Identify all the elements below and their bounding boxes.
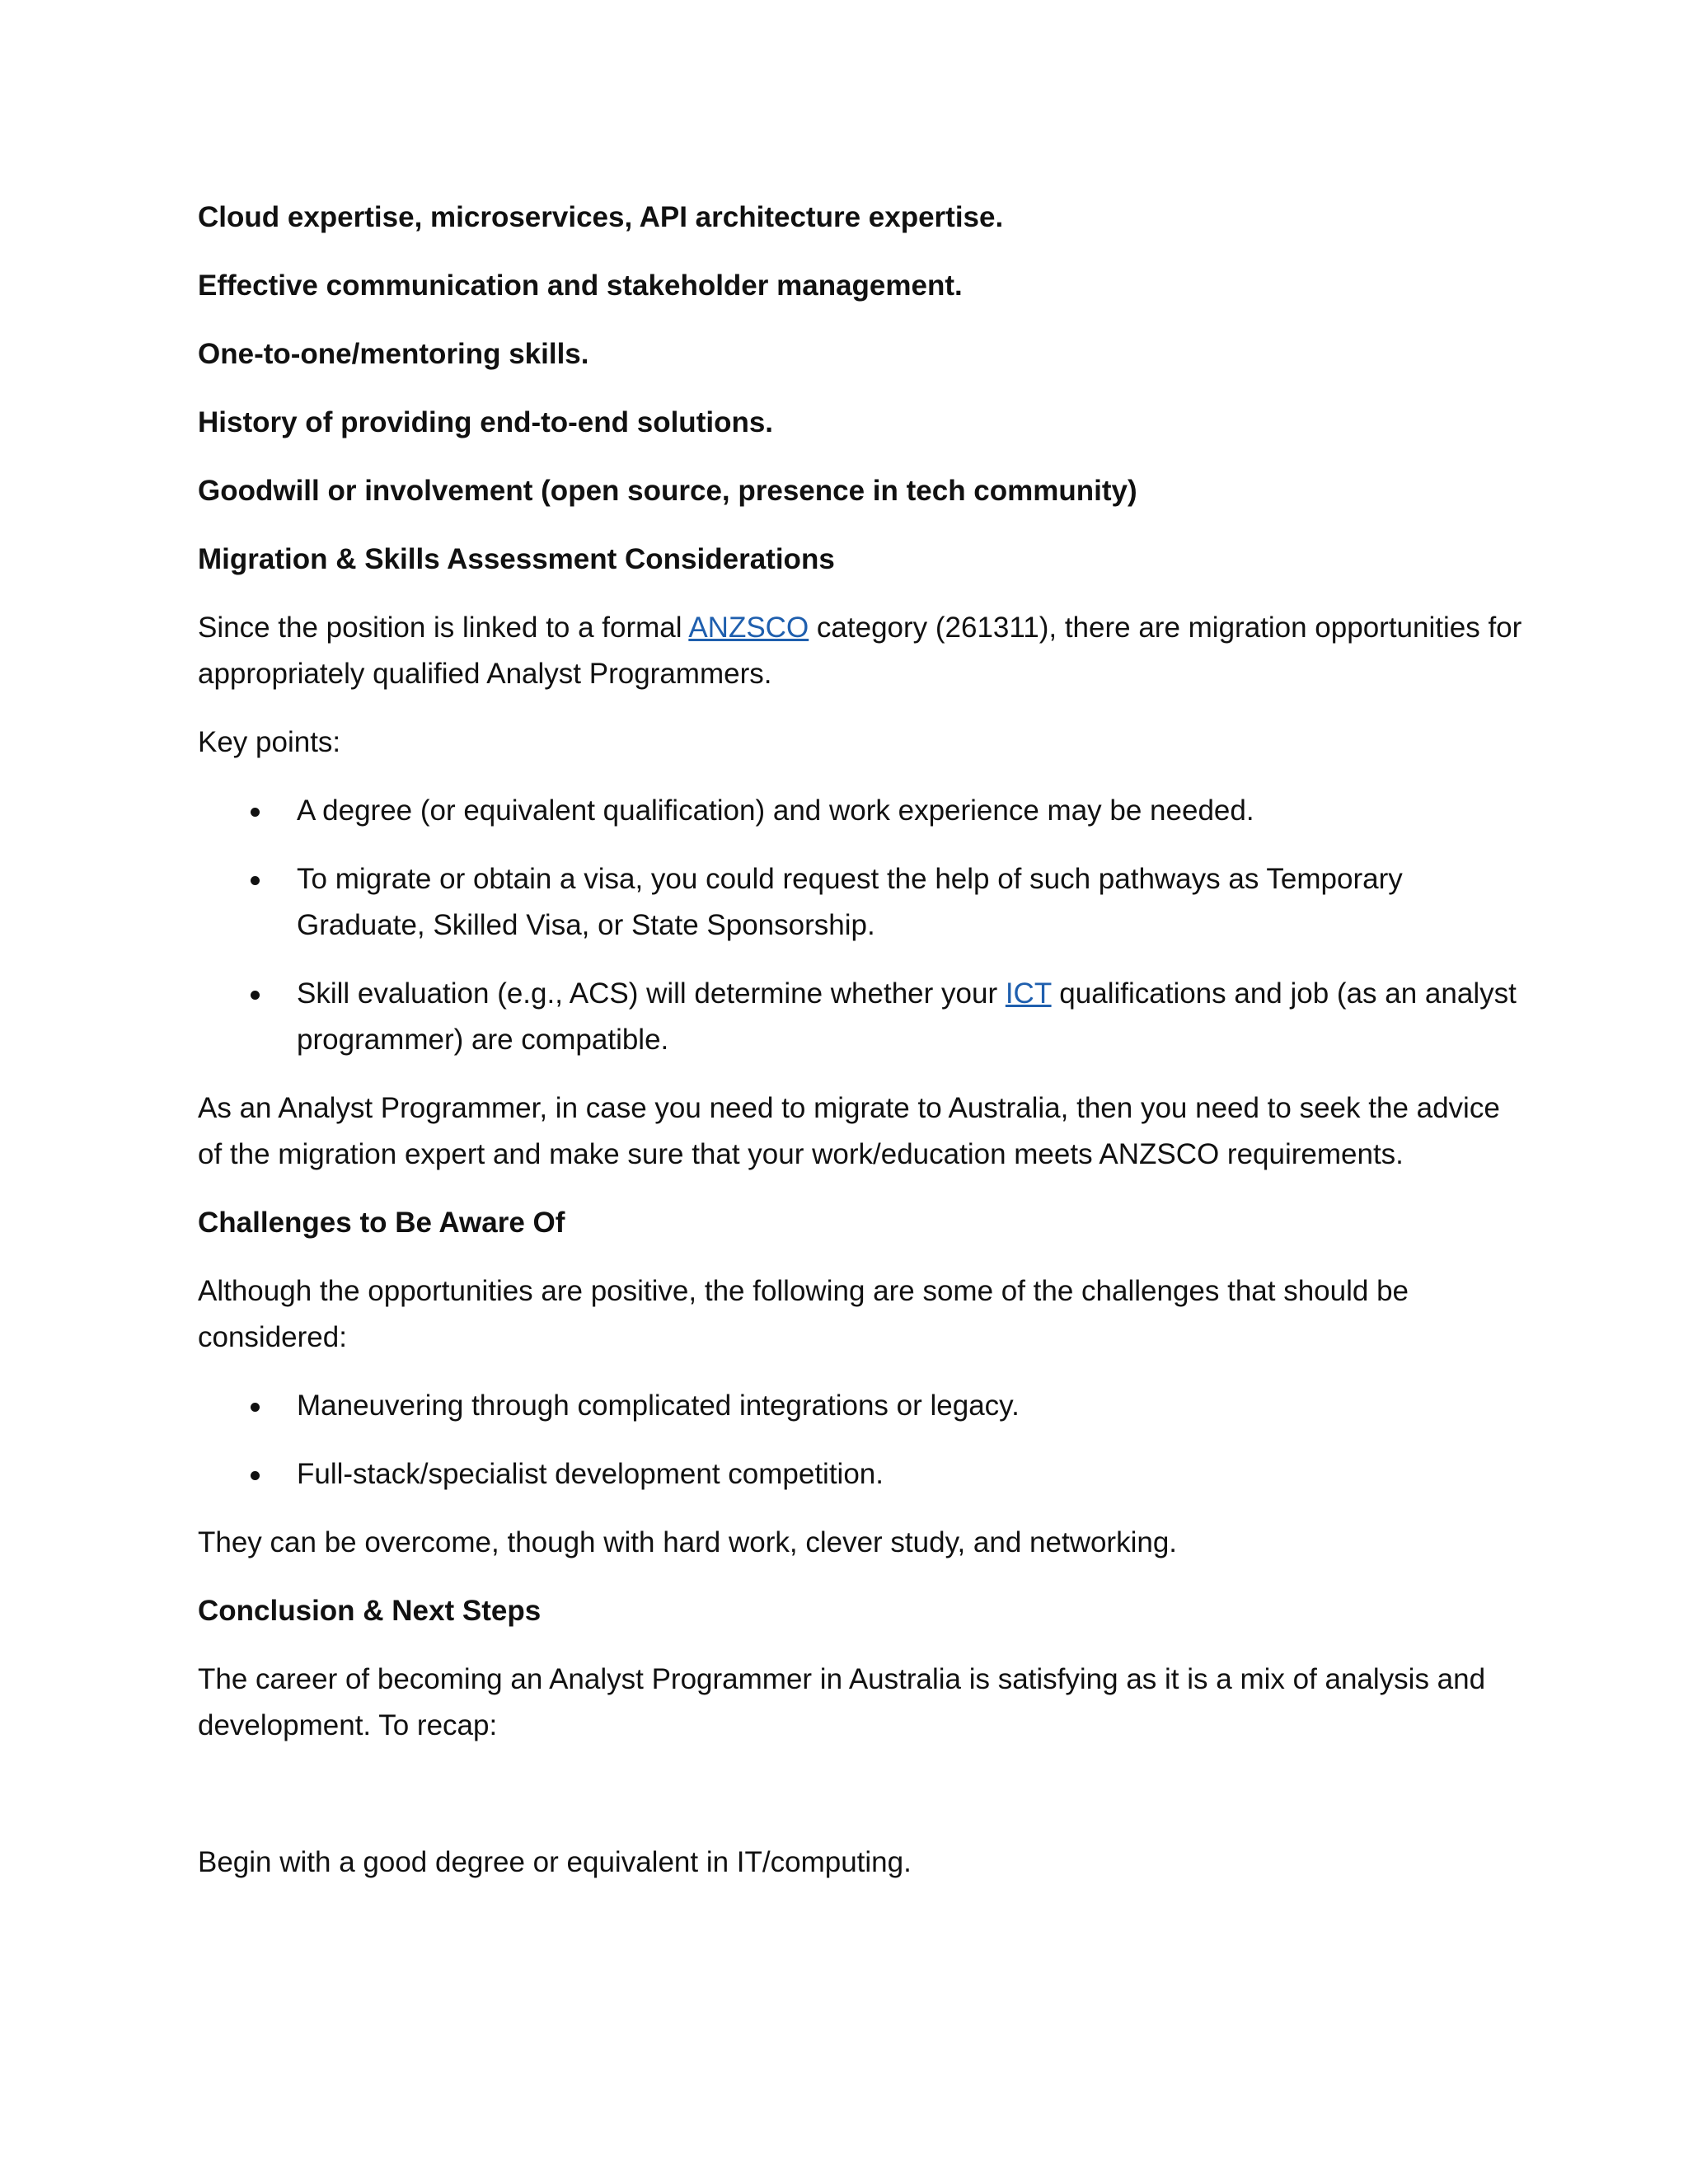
document-page bbox=[198, 194, 1525, 1908]
skill-line-cloud: Cloud expertise, microservices, API architecture expertise. bbox=[198, 201, 1004, 233]
migration-heading: Migration & Skills Assessment Considerations bbox=[198, 543, 835, 575]
list-item bbox=[198, 1451, 1525, 1497]
list-item-text: Maneuvering through complicated integrations or legacy. bbox=[297, 1390, 1020, 1422]
conclusion-heading: Conclusion & Next Steps bbox=[198, 1595, 542, 1627]
migration-intro-text-start: Since the position is linked to a formal bbox=[198, 612, 689, 644]
challenges-closing: They can be overcome, though with hard work, clever study, and networking. bbox=[198, 1526, 1178, 1558]
list-item-text: A degree (or equivalent qualification) and work experience may be needed. bbox=[297, 794, 1254, 827]
bullet-dot-icon bbox=[251, 991, 260, 1000]
challenges-bullet-list bbox=[198, 1383, 1525, 1497]
conclusion-intro: The career of becoming an Analyst Programmer in Australia is satisfying as it is a mix of analysis and development. To recap: bbox=[198, 1663, 1486, 1741]
migration-closing: As an Analyst Programmer, in case you need to migrate to Australia, then you need to seek the advice of the migration expert and make sure that your work/education meets ANZSCO requirements. bbox=[198, 1092, 1500, 1170]
skill-line-goodwill: Goodwill or involvement (open source, presence in tech community) bbox=[198, 475, 1137, 507]
challenges-heading: Challenges to Be Aware Of bbox=[198, 1207, 565, 1239]
skill-line-solutions: History of providing end-to-end solutions. bbox=[198, 406, 774, 438]
key-points-label: Key points: bbox=[198, 726, 341, 758]
migration-intro-text-end: category (261311), there are migration opportunities for appropriately qualified Analyst Programmers. bbox=[198, 612, 1522, 690]
blank-space bbox=[198, 1771, 1525, 1840]
list-item bbox=[198, 971, 1525, 1063]
list-item bbox=[198, 788, 1525, 834]
list-item bbox=[198, 856, 1525, 949]
challenges-intro: Although the opportunities are positive, the following are some of the challenges that should be considered: bbox=[198, 1275, 1409, 1353]
bullet-dot-icon bbox=[251, 876, 260, 885]
list-item-text: Full-stack/specialist development competition. bbox=[297, 1458, 884, 1490]
list-item-text bbox=[297, 977, 1517, 1056]
list-item bbox=[198, 1383, 1525, 1429]
migration-intro bbox=[198, 605, 1525, 697]
list-item-text: To migrate or obtain a visa, you could request the help of such pathways as Temporary Graduate, Skilled Visa, or State Sponsorship. bbox=[297, 863, 1403, 941]
list-item-text-start: Skill evaluation (e.g., ACS) will determine whether your bbox=[297, 977, 1006, 1010]
bullet-dot-icon bbox=[251, 1471, 260, 1480]
ict-link[interactable]: ICT bbox=[1005, 977, 1052, 1010]
conclusion-first-step: Begin with a good degree or equivalent in IT/computing. bbox=[198, 1846, 912, 1878]
migration-bullet-list bbox=[198, 788, 1525, 1063]
skill-line-mentoring: One-to-one/mentoring skills. bbox=[198, 338, 589, 370]
bullet-dot-icon bbox=[251, 808, 260, 817]
anzsco-link[interactable]: ANZSCO bbox=[688, 612, 809, 644]
list-item-text-end: qualifications and job (as an analyst programmer) are compatible. bbox=[297, 977, 1517, 1056]
bullet-dot-icon bbox=[251, 1403, 260, 1412]
skill-line-communication: Effective communication and stakeholder management. bbox=[198, 269, 963, 302]
